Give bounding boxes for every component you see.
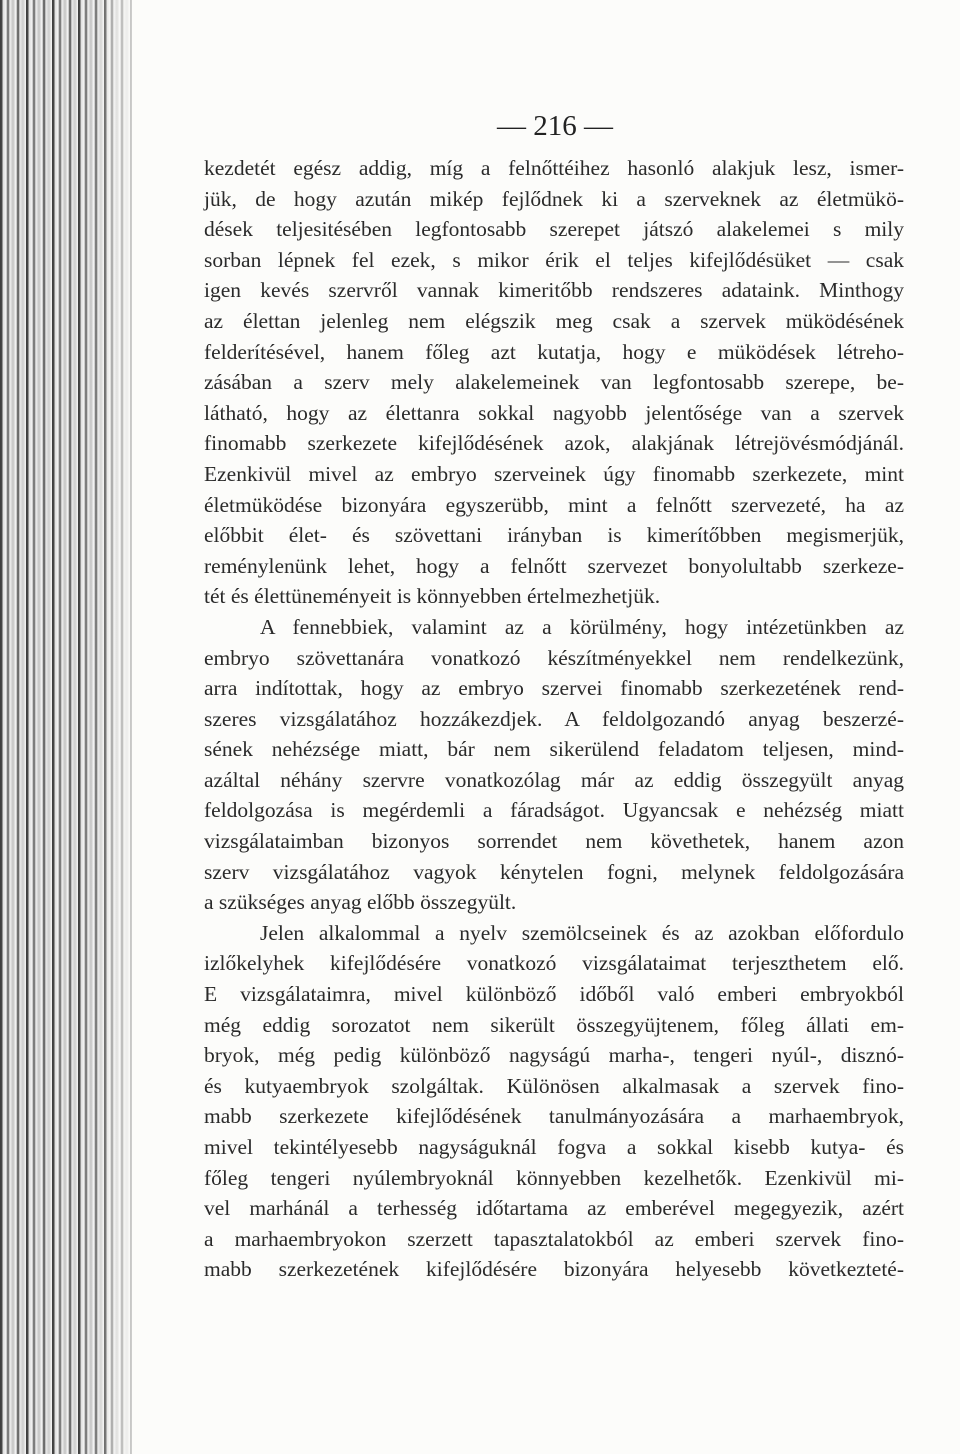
text-line: látható, hogy az élettanra sokkal nagyobb jelentősége van a szervek <box>204 400 904 425</box>
binding-shadow <box>90 0 180 1454</box>
text-line: E vizsgálataimra, mivel különböző időből való emberi embryokból <box>204 982 904 1007</box>
text-line: szeres vizsgálatához hozzákezdjek. A feldolgozandó anyag beszerzé- <box>204 706 904 731</box>
text-line: vel marhánál a terhesség időtartama az emberével megegyezik, azért <box>204 1196 904 1221</box>
text-line: A fennebbiek, valamint az a körülmény, hogy intézetünkben az <box>260 614 904 639</box>
text-line: életmüködése bizonyára egyszerübb, mint a felnőtt szervezeté, ha az <box>204 492 904 517</box>
text-line: embryo szövettanára vonatkozó készítményekkel nem rendelkezünk, <box>204 645 904 670</box>
text-line: még eddig sorozatot nem sikerült összegyüjtenem, főleg állati em- <box>204 1012 904 1037</box>
text-line: azáltal néhány szervre vonatkozólag már az eddig összegyült anyag <box>204 767 904 792</box>
text-line: arra indítottak, hogy az embryo szervei finomabb szerkezetének rend- <box>204 676 904 701</box>
text-line: Jelen alkalommal a nyelv szemölcseinek és az azokban előfordulo <box>260 920 904 945</box>
text-line: igen kevés szervről vannak kimeritőbb rendszeres adataink. Minthogy <box>204 278 904 303</box>
text-line: kezdetét egész addig, míg a felnőttéihez hasonló alakjuk lesz, ismer- <box>204 156 904 180</box>
text-line: az élettan jelenleg nem elégszik meg csak a szervek müködésének <box>204 308 904 333</box>
text-line: mabb szerkezetének kifejlődésére bizonyára helyesebb következteté- <box>204 1257 904 1282</box>
text-line: izlőkelyhek kifejlődésére vonatkozó vizsgálataimat terjeszthetem elő. <box>204 951 904 976</box>
text-line: reménylenünk lehet, hogy a felnőtt szervezet bonyolultabb szerkeze- <box>204 553 904 578</box>
text-line: sének nehézsége miatt, bár nem sikerülend feladatom teljesen, mind- <box>204 737 904 762</box>
text-line: tét és élettüneményeit is könnyebben értelmezhetjük. <box>204 584 661 609</box>
text-line: sorban lépnek fel ezek, s mikor érik el teljes kifejlődésüket — csak <box>204 247 904 272</box>
text-line: felderítésével, hanem főleg azt kutatja, hogy e müködések létreho- <box>204 339 904 364</box>
text-line: feldolgozása is megérdemli a fáradságot. Ugyancsak e nehézség miatt <box>204 798 904 823</box>
text-line: Ezenkivül mivel az embryo szerveinek úgy finomabb szerkezete, mint <box>204 461 904 486</box>
text-line: mivel tekintélyesebb nagyságuknál fogva a sokkal kisebb kutya- és <box>204 1135 904 1159</box>
text-line: és kutyaembryok szolgáltak. Különösen alkalmasak a szervek fino- <box>204 1073 904 1098</box>
text-line: jük, de hogy azután mikép fejlődnek ki a szerveknek az életmükö- <box>204 186 904 211</box>
body-text <box>204 153 904 1285</box>
text-line: előbbit élet- és szövettani irányban is kimerítőbben megismerjük, <box>204 523 904 548</box>
text-line: szerv vizsgálatához vagyok kénytelen fogni, melynek feldolgozására <box>204 859 904 884</box>
text-line: főleg tengeri nyúlembryoknál könnyebben kezelhetők. Ezenkivül mi- <box>204 1165 904 1190</box>
text-line: vizsgálataimban bizonyos sorrendet nem követhetek, hanem azon <box>204 829 904 854</box>
text-line: a marhaembryokon szerzett tapasztalatokból az emberi szervek fino- <box>204 1226 904 1251</box>
text-line: bryok, még pedig különböző nagyságú marha-, tengeri nyúl-, disznó- <box>204 1043 904 1068</box>
text-line: finomabb szerkezete kifejlődésének azok, alakjának létrejövésmódjánál. <box>204 431 904 456</box>
text-line: dések teljesitésében legfontosabb szerepet játszó alakelemei s mily <box>204 217 904 242</box>
text-line: zásában a szerv mely alakelemeinek van legfontosabb szerepe, be- <box>204 370 904 395</box>
text-line: mabb szerkezete kifejlődésének tanulmányozására a marhaembryok, <box>204 1104 904 1129</box>
text-line: a szükséges anyag előbb összegyült. <box>204 890 517 915</box>
page-number: — 216 — <box>497 110 613 142</box>
